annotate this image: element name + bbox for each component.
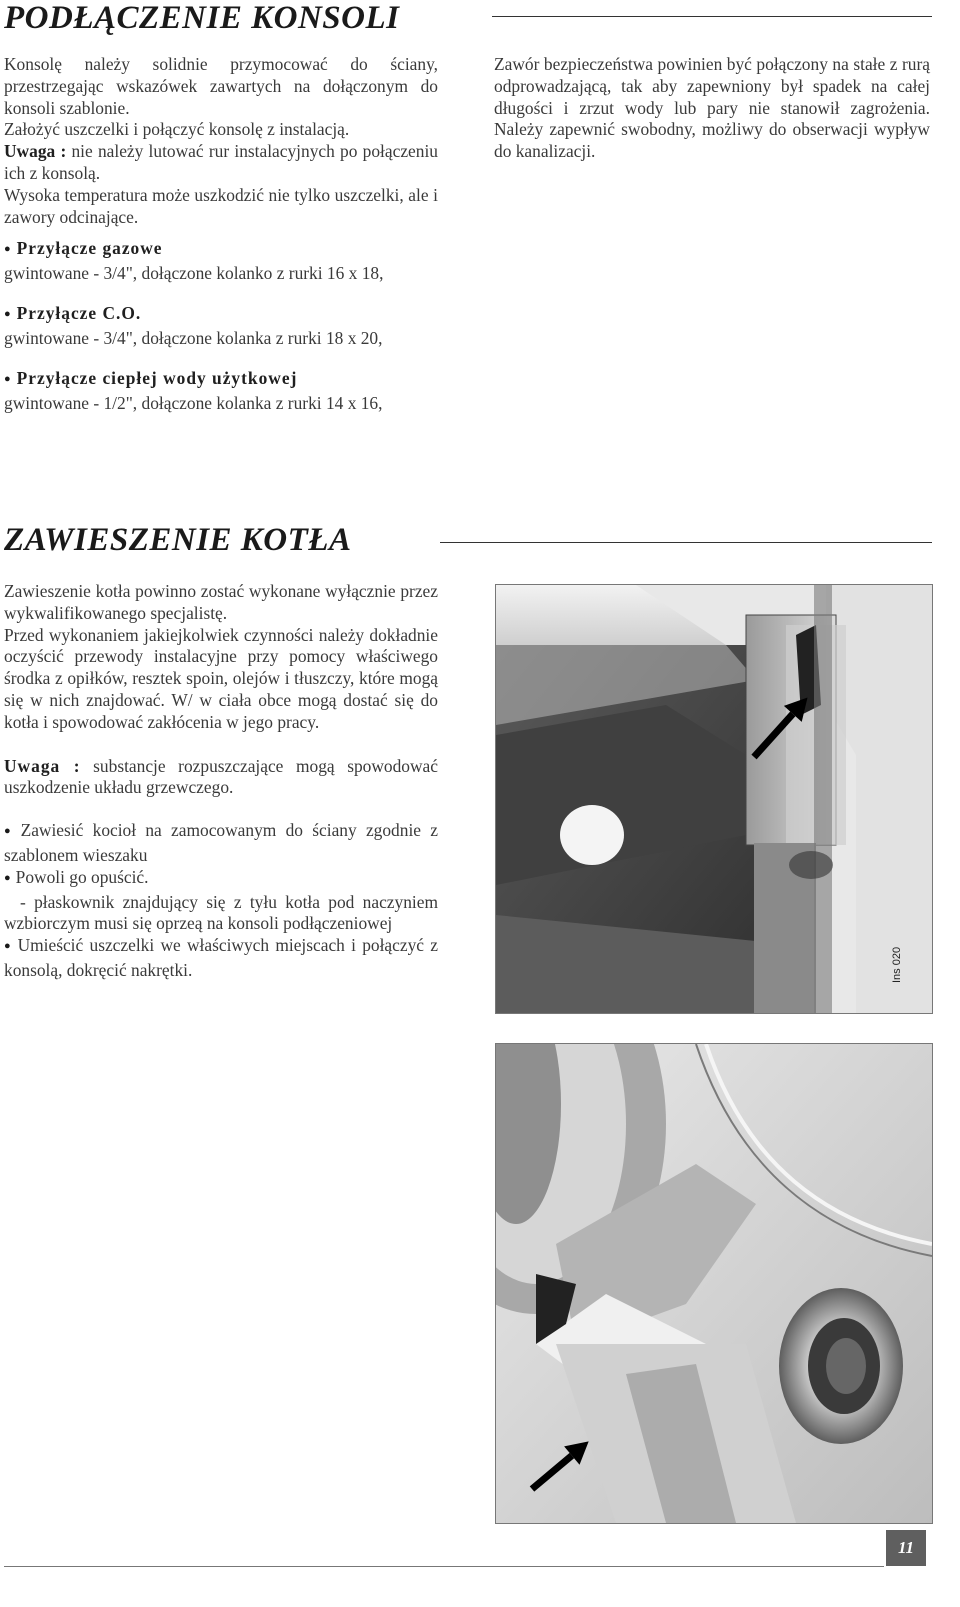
footer-rule — [4, 1566, 884, 1567]
step-flat-bar-note: - płaskownik znajdujący się z tyłu kotła pod naczyniem wzbiorczym musi się oprzeą na konsoli podłączeniowej — [4, 891, 438, 934]
connection-gas-title: ● Przyłącze gazowe — [4, 238, 464, 263]
connection-hot-water-detail: gwintowane - 1/2", dołączone kolanka z rurki 14 x 16, — [4, 392, 383, 413]
title-rule-1 — [492, 16, 932, 17]
step-seals: ● Umieścić uszczelki we właściwych miejscach i połączyć z konsolą, dokręcić nakrętki. — [4, 935, 438, 982]
konsola-mount-paragraph: Konsolę należy solidnie przymocować do ściany, przestrzegając wskazówek zawartych na dołączonym do konsoli szablonie. — [4, 54, 438, 118]
section-title-konsola: PODŁĄCZENIE KONSOLI — [4, 0, 400, 36]
uwaga-text: nie należy lutować rur instalacyjnych po połączeniu ich z konsolą. — [4, 141, 438, 183]
konsola-temperature-paragraph: Wysoka temperatura może uszkodzić nie tylko uszczelki, ale i zawory odcinające. — [4, 184, 438, 227]
connection-co — [4, 303, 464, 350]
cleaning-paragraph: Przed wykonaniem jakiejkolwiek czynności należy dokładnie oczyścić przewody instalacyjne przy pomocy właściwego środka z opiłków, resztek spoin, olejów i tłuszczy, które mogą się w nich znajdować. W/ w ciała obce mogą dostać się do kotła i spowodować zakłócenia w jego pracy. — [4, 624, 438, 732]
connection-gas-detail: gwintowane - 3/4", dołączone kolanko z rurki 16 x 18, — [4, 262, 384, 283]
page-number: 11 — [886, 1530, 926, 1566]
title-rule-2 — [440, 542, 932, 543]
solvent-warning-paragraph — [4, 756, 438, 800]
connection-co-title: ● Przyłącze C.O. — [4, 303, 464, 328]
connection-photo-graphic — [496, 1044, 932, 1523]
uwaga-label-2: Uwaga : — [4, 755, 81, 776]
bracket-photo-graphic — [496, 585, 932, 1013]
connection-co-detail: gwintowane - 3/4", dołączone kolanka z rurki 18 x 20, — [4, 327, 383, 348]
bracket-photo — [495, 584, 933, 1014]
step-lower: ● Powoli go opuścić. — [4, 867, 438, 892]
konsola-intro-block — [4, 54, 438, 228]
connection-photo — [495, 1043, 933, 1524]
konsola-uwaga-paragraph — [4, 141, 438, 185]
step-hang: ● Zawiesić kocioł na zamocowanym do ściany zgodnie z szablonem wieszaku — [4, 820, 438, 867]
safety-valve-paragraph: Zawór bezpieczeństwa powinien być połączony na stałe z rurą odprowadzającą, tak aby zapewniony był spadek na całej długości i zrzut wody lub pary nie stanowił zagrożenia. Należy zapewnić swobodny, możliwy do obserwacji wypływ do kanalizacji. — [494, 54, 930, 162]
specialist-paragraph: Zawieszenie kotła powinno zostać wykonane wyłącznie przez wykwalifikowanego specjalistę. — [4, 581, 438, 623]
connection-hot-water-title: ● Przyłącze ciepłej wody użytkowej — [4, 368, 464, 393]
zawieszenie-text-block — [4, 581, 438, 982]
section-title-zawieszenie: ZAWIESZENIE KOTŁA — [4, 522, 352, 558]
connection-hot-water — [4, 368, 464, 415]
figure-code-label: Ins 020 — [891, 946, 903, 983]
uwaga-label: Uwaga : — [4, 141, 67, 162]
connection-gas — [4, 238, 464, 285]
solvent-warning-text: substancje rozpuszczające mogą spowodować uszkodzenie układu grzewczego. — [4, 755, 438, 798]
konsola-seal-paragraph: Założyć uszczelki i połączyć konsolę z instalacją. — [4, 119, 350, 140]
